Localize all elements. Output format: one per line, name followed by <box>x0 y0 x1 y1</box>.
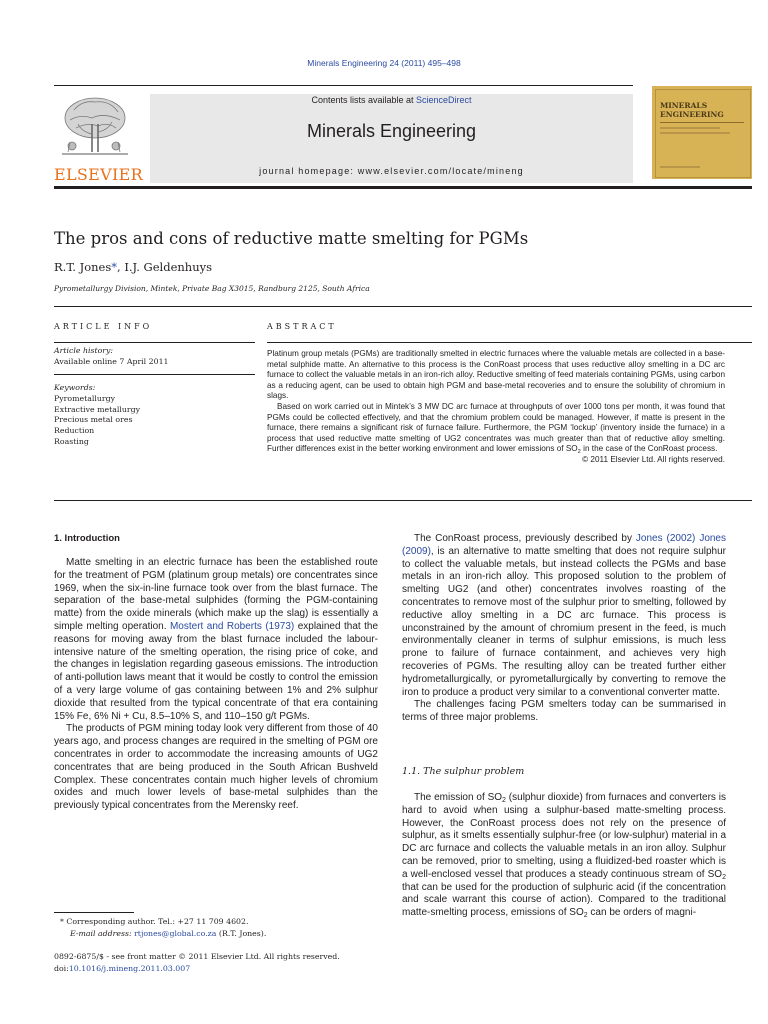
doi-line <box>54 963 394 975</box>
keyword-item: Pyrometallurgy <box>54 393 115 403</box>
keyword-item: Extractive metallurgy <box>54 404 141 414</box>
abstract-rule <box>267 342 752 343</box>
author-affiliation: Pyrometallurgy Division, Mintek, Private Bag X3015, Randburg 2125, South Africa <box>54 284 370 293</box>
front-matter <box>54 951 394 974</box>
body-paragraph: The challenges facing PGM smelters today can be summarised in terms of three major problems. <box>402 699 726 724</box>
subscript: 2 <box>577 449 581 456</box>
footnote-text: Corresponding author. Tel.: +27 11 709 4602. <box>63 917 249 926</box>
section-heading: 1. Introduction <box>54 533 120 544</box>
doi-prefix: doi: <box>54 963 69 973</box>
corresponding-author-marker[interactable]: * <box>111 260 118 274</box>
keyword-item: Precious metal ores <box>54 415 133 425</box>
subscript: 2 <box>722 873 726 881</box>
body-paragraph: The products of PGM mining today look very different from those of 40 years ago, and process changes are required in the smelting of PGM ore concentrates in order to accommodate the increasing amounts of UG2 concentrates that are being produced in the South African Bushveld Complex. These concentrates contain much higher levels of chromium oxides and much lower levels of base-metal sulphides than the previously typical concentrates from the Merensky reef. <box>54 723 378 812</box>
reference-link[interactable]: Jones (2009) <box>402 533 726 557</box>
elsevier-tree-logo <box>52 94 138 164</box>
article-title: The pros and cons of reductive matte smelting for PGMs <box>54 229 529 248</box>
contents-prefix: Contents lists available at <box>311 95 417 105</box>
abstract-heading: ABSTRACT <box>267 322 337 331</box>
footnote <box>60 916 380 939</box>
author-name: R.T. Jones <box>54 260 112 274</box>
body-text-run: can be orders of magni- <box>587 907 697 919</box>
reference-link[interactable]: Mostert and Roberts (1973) <box>169 620 295 632</box>
abstract-text <box>267 349 725 466</box>
body-text-run: The ConRoast process, previously described by <box>414 533 636 544</box>
article-info-rule <box>54 342 255 343</box>
email-link[interactable]: rtjones@global.co.za <box>134 928 217 938</box>
abstract-bottom-rule <box>54 500 752 501</box>
keywords-rule <box>54 374 255 375</box>
footnote-marker: * <box>60 917 64 926</box>
cover-text-line <box>660 166 700 168</box>
sciencedirect-link[interactable]: ScienceDirect <box>416 95 472 105</box>
subsection-heading: 1.1. The sulphur problem <box>402 766 525 777</box>
cover-text-line <box>660 127 720 129</box>
body-text-run: that can be used for the production of sulphuric acid (if the concentration and scale warrant this course of action). Compared to the traditional matte-smelting process, emissions of SO <box>402 881 726 919</box>
journal-name: Minerals Engineering <box>306 121 477 141</box>
header-rule-bottom <box>54 186 752 189</box>
keyword-item: Reduction <box>54 426 95 436</box>
article-authors <box>54 260 212 274</box>
article-history-label: Article history: <box>54 346 114 355</box>
footnote-email <box>60 928 380 940</box>
abstract-paragraph: Platinum group metals (PGMs) are traditionally smelted in electric furnaces where the valuable metals are collected in a base-metal sulphide matte. An alternative to this process is the ConRoast process that uses reductive alloy smelting in a DC arc furnace to collect the valuable metals in an iron-rich alloy. Reductive smelting of feed materials containing PGMs, using carbon as a reducing agent, can be used to obtain high PGM and base-metal recoveries and to ensure the solubility of chromium in slags. <box>267 349 725 401</box>
doi-link[interactable]: 10.1016/j.mineng.2011.03.007 <box>68 963 191 973</box>
body-text-run: Matte smelting in an electric furnace has been the established route for the treatment of PGM (platinum group metals) ore concentrates since 1969, when the six-in-line furnace took over from the blast furnace. The separation of the base-metal sulphides (forming the PGM-containing matte) from the oxide minerals (which make up the slag) is essentially a simple melting operation. <box>54 557 378 632</box>
issn-line: 0892-6875/$ - see front matter © 2011 Elsevier Ltd. All rights reserved. <box>54 952 340 961</box>
body-text-run: (sulphur dioxide) from furnaces and converters is hard to avoid when using a sulphur-based matte-smelting process. However, the ConRoast process does not rely on the presence of sulphur, as it smelts essentially sulphur-free (or low-sulphur) material in a DC arc furnace and collects the valuable metals in an iron alloy. Sulphur can be removed, prior to smelting, using a fluidized-bed roaster which is a well-enclosed vessel that produces a steady continuous stream of SO <box>402 792 727 880</box>
abstract-text-run: in the case of the ConRoast process. <box>580 444 718 454</box>
body-text-run: , is an alternative to matte smelting that does not require sulphur to collect the valuable metals, but instead collects the PGMs and base metals in an iron-rich alloy. This proposed solution to the problem of smelting UG2 (and other) concentrates involves roasting of the concentrates to remove most of the sulphur prior to smelting, followed by reductive alloy smelting in a DC arc furnace. This process is unconstrained by the amount of chromium present in the feed, is much environmentally cleaner in terms of sulphur emissions, is much less prone to failure of furnace containment, and achieves very high recoveries of PGMs. The resulting alloy can be treated further either hydrometallurgically, or pyrometallurgically by converting to remove the iron to produce a product very similar to a conventional converter matte. <box>402 545 726 698</box>
keywords-block <box>54 383 255 448</box>
body-text-run: explained that the reasons for moving away from the blast furnace included the labour-intensive nature of the smelting operation, the rising price of coke, and the changes in legislation regarding gaseous emissions. The introduction of anti-pollution laws meant that it would be costly to control the emission of a very large volume of gas containing between 1% and 2% sulphur dioxide that resulted from the typical concentrate of that era containing 15% Fe, 6% Ni + Cu, 8.5–10% S, and 110–150 g/t PGMs. <box>54 620 379 722</box>
body-paragraph <box>54 557 378 723</box>
contents-line <box>150 95 633 105</box>
footnote-text: (R.T. Jones). <box>216 928 267 938</box>
publisher-name: ELSEVIER <box>54 165 143 184</box>
author-separator: , <box>117 260 125 274</box>
keywords-label: Keywords: <box>54 383 96 392</box>
article-info-heading: ARTICLE INFO <box>54 322 153 331</box>
body-paragraph <box>402 792 726 920</box>
footnote-corresponding <box>60 916 380 928</box>
left-column <box>54 557 378 813</box>
article-history-value: Available online 7 April 2011 <box>54 356 169 366</box>
journal-homepage[interactable]: journal homepage: www.elsevier.com/locate/mineng <box>259 166 524 176</box>
cover-title <box>660 101 724 119</box>
body-paragraph <box>402 533 726 699</box>
body-text-run: The emission of SO <box>414 792 503 803</box>
journal-citation[interactable]: Minerals Engineering 24 (2011) 495–498 <box>307 58 461 68</box>
cover-title-line2: ENGINEERING <box>660 110 724 119</box>
journal-cover-thumbnail[interactable] <box>652 86 752 179</box>
author-name: I.J. Geldenhuys <box>124 260 213 274</box>
title-rule <box>54 306 752 307</box>
right-column <box>402 533 726 725</box>
keyword-item: Roasting <box>54 436 89 446</box>
footnote-rule <box>54 912 134 913</box>
subscript: 2 <box>583 912 588 920</box>
reference-link[interactable]: Jones (2002) <box>635 533 696 544</box>
sulphur-section <box>402 792 726 920</box>
cover-rule <box>660 122 744 123</box>
cover-title-line1: MINERALS <box>660 101 708 110</box>
header-rule-top <box>54 85 633 86</box>
subscript: 2 <box>502 797 506 804</box>
copyright-notice: © 2011 Elsevier Ltd. All rights reserved. <box>582 454 725 464</box>
article-history <box>54 346 255 368</box>
abstract-text-run: Based on work carried out in Mintek’s 3 MW DC arc furnace at throughputs of over 1000 tons per month, it was found that PGMs could be collected effectively, and that the chromium problem could be managed. However, if matte is present in the furnace, there remains a significant risk of furnace failure. Furthermore, the PGM ‘lockup’ (inventory inside the furnace) in a process that used reductive matte smelting of UG2 concentrates was much greater than that of reductive alloy smelting. Further differences exist in the better working environment and lower emissions of SO <box>267 401 725 454</box>
cover-text-line <box>660 132 730 134</box>
email-label: E-mail address: <box>70 928 132 938</box>
abstract-paragraph <box>267 402 725 455</box>
